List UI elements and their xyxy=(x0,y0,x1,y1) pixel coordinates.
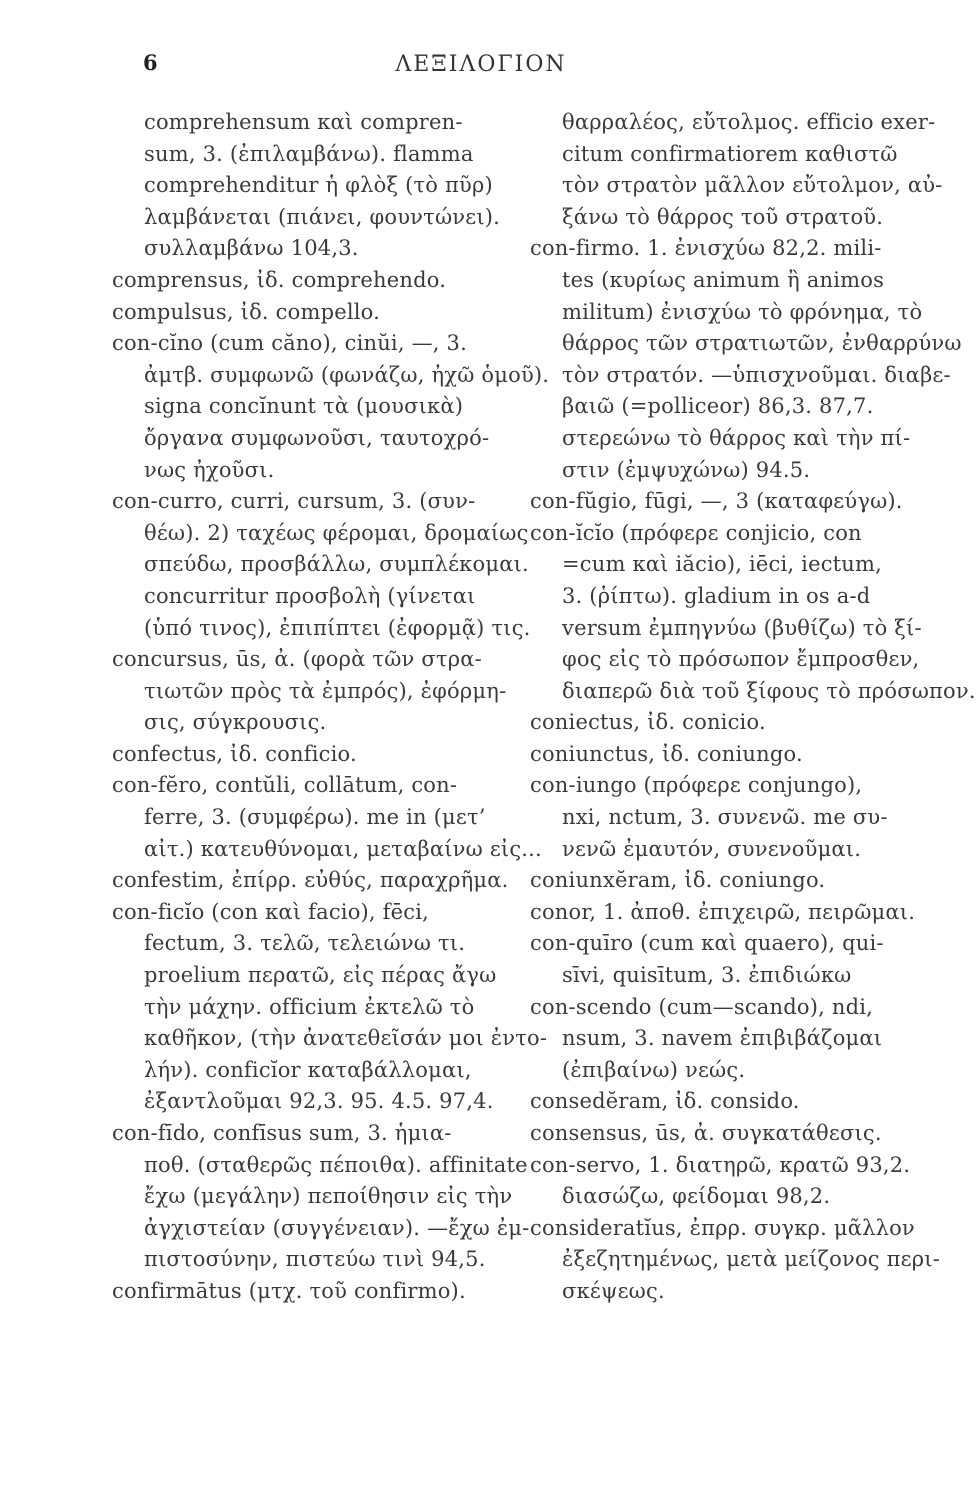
entry-continuation-line: ἀμτβ. συμφωνῶ (φωνάζω, ἠχῶ ὁμοῦ). xyxy=(144,362,550,387)
entry-continuation-line: ἀγχιστείαν (συγγένειαν). —ἔχω ἐμ- xyxy=(144,1215,530,1240)
entry-continuation-line: ἐξαντλοῦμαι 92,3. 95. 4.5. 97,4. xyxy=(144,1089,494,1114)
entry-headword-line: consedĕram, ἰδ. consido. xyxy=(530,1089,800,1114)
entry-continuation-line: διαπερῶ διὰ τοῦ ξίφους τὸ πρόσωπον. xyxy=(562,678,976,703)
entry-headword-line: conor, 1. ἀποθ. ἐπιχειρῶ, πειρῶμαι. xyxy=(530,899,916,924)
entry-continuation-line: militum) ἐνισχύω τὸ φρόνημα, τὸ xyxy=(562,299,923,324)
right-column xyxy=(530,107,976,1308)
entry-continuation-line: τὸν στρατὸν μᾶλλον εὔτολμον, αὐ- xyxy=(562,173,943,198)
entry-headword-line: consensus, ūs, ἀ. συγκατάθεσις. xyxy=(530,1121,882,1145)
entry-continuation-line: σκέψεως. xyxy=(562,1278,665,1303)
entry-continuation-line: (ἐπιβαίνω) νεώς. xyxy=(562,1057,746,1082)
entry-continuation-line: ὄργανα συμφωνοῦσι, ταυτοχρό- xyxy=(144,425,490,450)
entry-continuation-line: διασώζω, φείδομαι 98,2. xyxy=(562,1184,831,1209)
entry-continuation-line: λήν). conficĭor καταβάλλομαι, xyxy=(144,1057,472,1082)
entry-continuation-line: λαμβάνεται (πιάνει, φουντώνει). xyxy=(144,204,501,229)
entry-continuation-line: καθῆκον, (τὴν ἀνατεθεῖσάν μοι ἐντο- xyxy=(144,1026,548,1051)
entry-continuation-line: νενῶ ἐμαυτόν, συνενοῦμαι. xyxy=(562,836,862,861)
entry-continuation-line: θέω). 2) ταχέως φέρομαι, δρομαίως xyxy=(144,520,529,545)
entry-continuation-line: (ὑπό τινος), ἐπιπίπτει (ἐφορμᾷ) τις. xyxy=(144,615,531,640)
entry-headword-line: concursus, ūs, ἀ. (φορὰ τῶν στρα- xyxy=(112,647,482,672)
entry-continuation-line: versum ἐμπηγνύω (βυθίζω) τὸ ξί- xyxy=(562,615,922,640)
entry-continuation-line: sīvi, quisītum, 3. ἐπιδιώκω xyxy=(562,963,852,988)
entry-headword-line: coniectus, ἰδ. conicio. xyxy=(530,710,766,735)
entry-headword-line: con-ĭcĭo (πρόφερε conjicio, con xyxy=(530,520,862,545)
entry-continuation-line: ἔχω (μεγάλην) πεποίθησιν εἰς τὴν xyxy=(144,1184,513,1209)
entry-headword-line: con-iungo (πρόφερε conjungo), xyxy=(530,773,863,798)
entry-continuation-line: τὸν στρατόν. —ὑπισχνοῦμαι. διαβε- xyxy=(562,362,951,387)
entry-continuation-line: φος εἰς τὸ πρόσωπον ἔμπροσθεν, xyxy=(562,647,920,672)
entry-headword-line: comprensus, ἰδ. comprehendo. xyxy=(112,267,447,292)
entry-continuation-line: fectum, 3. τελῶ, τελειώνω τι. xyxy=(144,931,466,956)
entry-headword-line: compulsus, ἰδ. compello. xyxy=(112,299,381,324)
entry-continuation-line: σις, σύγκρουσις. xyxy=(144,710,327,735)
entry-continuation-line: nsum, 3. navem ἐπιβιβάζομαι xyxy=(562,1026,883,1051)
entry-headword-line: confestim, ἐπίρρ. εὐθύς, παραχρῆμα. xyxy=(112,868,509,893)
entry-continuation-line: πιστοσύνην, πιστεύω τινὶ 94,5. xyxy=(144,1247,486,1272)
entry-headword-line: con-fīdo, confīsus sum, 3. ἡμια- xyxy=(112,1121,452,1145)
entry-continuation-line: βαιῶ (=polliceor) 86,3. 87,7. xyxy=(562,394,874,419)
entry-headword-line: con-cĭno (cum căno), cinŭi, —, 3. xyxy=(112,331,467,356)
entry-continuation-line: =cum καὶ iăcio), iēci, iectum, xyxy=(562,552,883,577)
entry-headword-line: confirmātus (μτχ. τοῦ confirmo). xyxy=(112,1278,466,1303)
entry-continuation-line: sum, 3. (ἐπιλαμβάνω). flamma xyxy=(144,141,474,166)
entry-continuation-line: tes (κυρίως animum ἢ animos xyxy=(562,267,885,292)
entry-continuation-line: νως ἠχοῦσι. xyxy=(144,457,275,482)
entry-continuation-line: αἰτ.) κατευθύνομαι, μεταβαίνω εἰς... xyxy=(144,836,542,861)
left-column xyxy=(112,107,550,1308)
entry-continuation-line: 3. (ῥίπτω). gladium in os a-d xyxy=(562,583,871,608)
entry-continuation-line: ξάνω τὸ θάρρος τοῦ στρατοῦ. xyxy=(562,204,884,229)
entry-continuation-line: στερεώνω τὸ θάρρος καὶ τὴν πί- xyxy=(562,425,911,450)
page-number: 6 xyxy=(143,50,158,75)
entry-headword-line: con-fŭgio, fūgi, —, 3 (καταφεύγω). xyxy=(530,489,903,514)
entry-headword-line: con-scendo (cum—scando), ndi, xyxy=(530,994,874,1019)
entry-headword-line: coniunctus, ἰδ. coniungo. xyxy=(530,741,803,766)
entry-headword-line: con-fĕro, contŭli, collātum, con- xyxy=(112,773,458,798)
entry-headword-line: con-curro, curri, cursum, 3. (συν- xyxy=(112,489,476,514)
entry-continuation-line: συλλαμβάνω 104,3. xyxy=(144,236,359,261)
entry-headword-line: coniunxĕram, ἰδ. coniungo. xyxy=(530,868,826,893)
entry-continuation-line: nxi, nctum, 3. συνενῶ. me συ- xyxy=(562,805,888,830)
entry-continuation-line: τὴν μάχην. officium ἐκτελῶ τὸ xyxy=(144,994,475,1019)
entry-headword-line: con-quīro (cum καὶ quaero), qui- xyxy=(530,931,884,956)
entry-continuation-line: proelium περατῶ, εἰς πέρας ἄγω xyxy=(144,963,497,988)
entry-continuation-line: θάρρος τῶν στρατιωτῶν, ἐνθαρρύνω xyxy=(562,331,962,356)
running-head: ΛΕΞΙΛΟΓΙΟΝ xyxy=(395,52,567,77)
entry-continuation-line: concurritur προσβολὴ (γίνεται xyxy=(144,583,476,608)
entry-headword-line: consideratĭus, ἐπρρ. συγκρ. μᾶλλον xyxy=(530,1215,915,1240)
entry-continuation-line: θαρραλέος, εὔτολμος. efficio exer- xyxy=(562,110,936,134)
entry-continuation-line: signa concĭnunt τὰ (μουσικὰ) xyxy=(144,394,464,419)
entry-continuation-line: ferre, 3. (συμφέρω). me in (μετ’ xyxy=(144,805,486,830)
entry-continuation-line: σπεύδω, προσβάλλω, συμπλέκομαι. xyxy=(144,552,529,577)
entry-continuation-line: στιν (ἐμψυχώνω) 94.5. xyxy=(562,457,811,482)
entry-continuation-line: comprehensum καὶ compren- xyxy=(144,110,463,134)
entry-continuation-line: ποθ. (σταθερῶς πέποιθα). affinitate xyxy=(144,1152,528,1177)
entry-continuation-line: citum confirmatiorem καθιστῶ xyxy=(562,141,898,166)
entry-headword-line: confectus, ἰδ. conficio. xyxy=(112,741,357,766)
entry-headword-line: con-firmo. 1. ἐνισχύω 82,2. mili- xyxy=(530,236,882,261)
entry-headword-line: con-ficĭo (con καὶ facio), fēci, xyxy=(112,899,430,924)
entry-headword-line: con-servo, 1. διατηρῶ, κρατῶ 93,2. xyxy=(530,1152,911,1177)
entry-continuation-line: τιωτῶν πρὸς τὰ ἐμπρός), ἐφόρμη- xyxy=(144,678,507,703)
entry-continuation-line: comprehenditur ἡ φλὸξ (τὸ πῦρ) xyxy=(144,173,493,198)
entry-continuation-line: ἐξεζητημένως, μετὰ μείζονος περι- xyxy=(562,1247,940,1272)
